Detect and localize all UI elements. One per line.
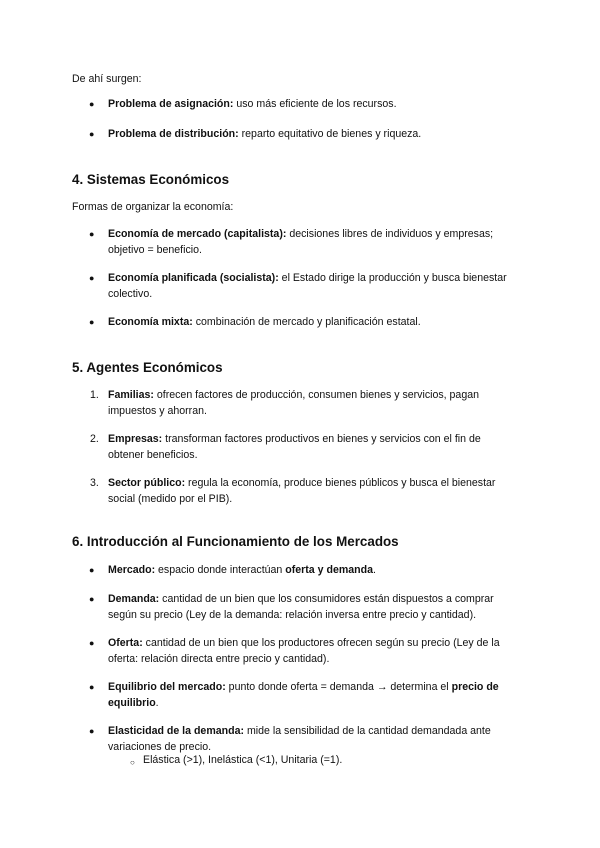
- bullet-icon: ●: [89, 565, 95, 575]
- list-item: Oferta: cantidad de un bien que los productores ofrecen según su precio (Ley de la oferta: relación directa entre precio y cantidad).: [108, 637, 500, 665]
- list-number: 1.: [90, 389, 99, 401]
- bullet-icon: ●: [89, 99, 95, 109]
- bullet-icon: ●: [89, 229, 95, 239]
- bullet-icon: ●: [89, 682, 95, 692]
- bullet-icon: ●: [89, 129, 95, 139]
- list-item: Economía planificada (socialista): el Estado dirige la producción y busca bienestar colectivo.: [108, 272, 507, 300]
- list-item: Economía de mercado (capitalista): decisiones libres de individuos y empresas; objetivo = beneficio.: [108, 228, 494, 256]
- section-heading: 6. Introducción al Funcionamiento de los Mercados: [72, 534, 399, 549]
- list-item: Problema de asignación: uso más eficiente de los recursos.: [108, 98, 397, 110]
- list-item: Familias: ofrecen factores de producción, consumen bienes y servicios, pagan impuestos y ahorran.: [108, 389, 479, 417]
- sub-list-item: Elástica (>1), Inelástica (<1), Unitaria (=1).: [143, 754, 343, 766]
- list-item: Equilibrio del mercado: punto donde oferta = demanda → determina el precio de equilibrio.: [108, 681, 499, 709]
- bullet-icon: ●: [89, 317, 95, 327]
- list-item: Problema de distribución: reparto equitativo de bienes y riqueza.: [108, 128, 422, 140]
- section-heading: 5. Agentes Económicos: [72, 360, 223, 375]
- sub-bullet-icon: ○: [130, 758, 135, 767]
- bullet-icon: ●: [89, 638, 95, 648]
- list-item: Sector público: regula la economía, produce bienes públicos y busca el bienestar social (medido por el PIB).: [108, 477, 496, 505]
- list-number: 3.: [90, 477, 99, 489]
- bullet-icon: ●: [89, 726, 95, 736]
- bullet-icon: ●: [89, 273, 95, 283]
- intro-text: De ahí surgen:: [72, 73, 142, 85]
- list-item: Mercado: espacio donde interactúan oferta y demanda.: [108, 564, 376, 576]
- section-intro: Formas de organizar la economía:: [72, 201, 234, 213]
- section-heading: 4. Sistemas Económicos: [72, 172, 230, 187]
- list-item: Elasticidad de la demanda: mide la sensibilidad de la cantidad demandada ante variaciones de precio.: [108, 725, 491, 753]
- list-item: Empresas: transforman factores productivos en bienes y servicios con el fin de obtener beneficios.: [108, 433, 481, 461]
- list-number: 2.: [90, 433, 99, 445]
- list-item: Demanda: cantidad de un bien que los consumidores están dispuestos a comprar según su precio (Ley de la demanda: relación inversa entre precio y cantidad).: [108, 593, 494, 621]
- list-item: Economía mixta: combinación de mercado y planificación estatal.: [108, 316, 421, 328]
- bullet-icon: ●: [89, 594, 95, 604]
